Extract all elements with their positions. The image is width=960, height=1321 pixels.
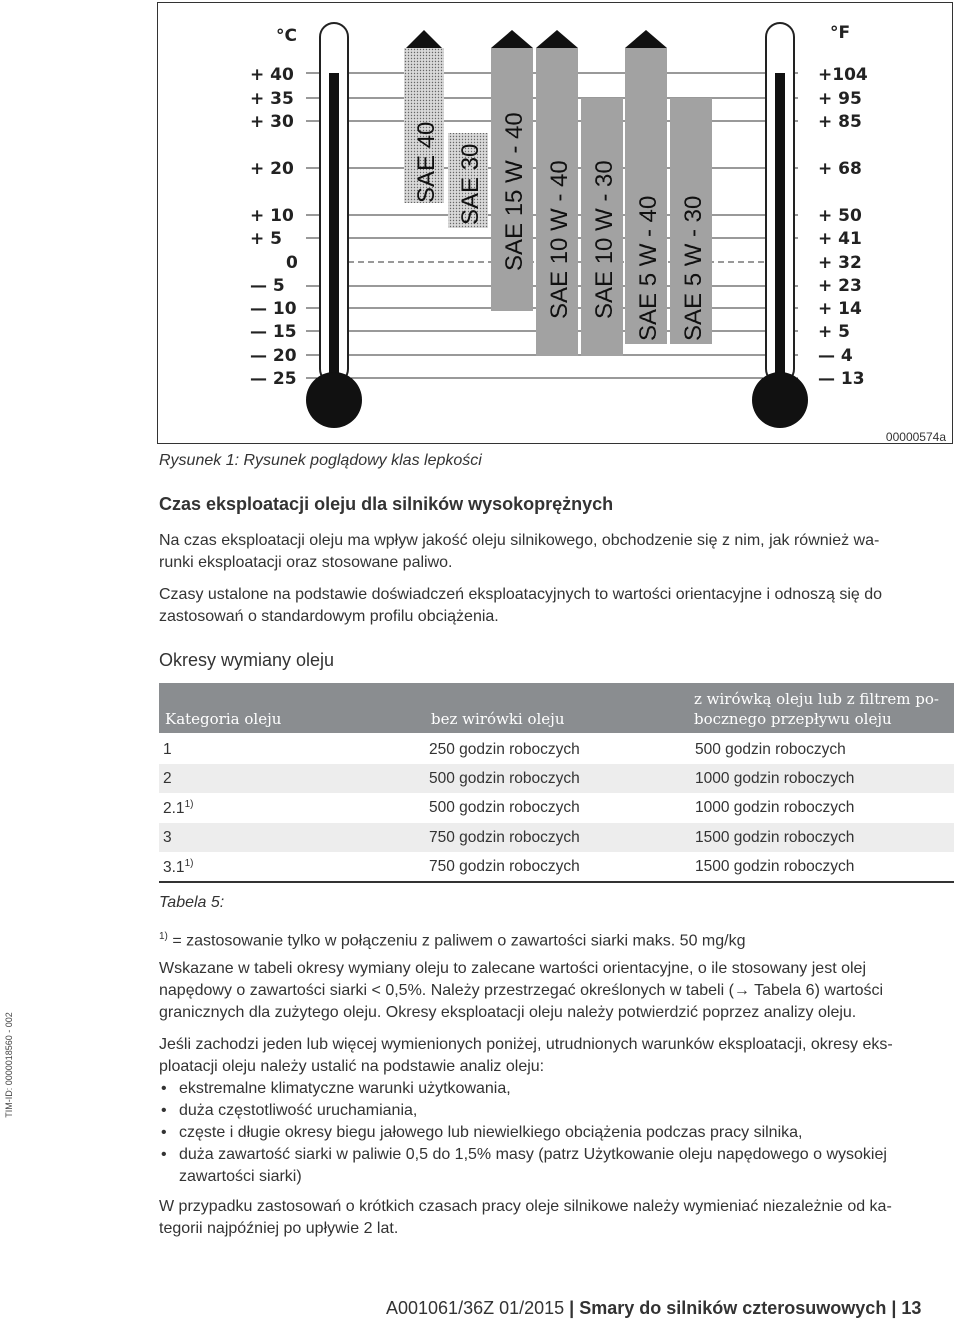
celsius-tick: — 5 — [250, 276, 285, 296]
list-item: • duża zawartość siarki w paliwie 0,5 do 1,5% masy (patrz Użytkowanie oleju napędowego o wysokiej zawartości siarki) — [159, 1144, 887, 1188]
band-label: SAE 40 — [413, 121, 440, 203]
fahrenheit-scale — [818, 65, 868, 389]
table-row — [159, 823, 954, 852]
fahrenheit-tick: — 4 — [818, 346, 853, 366]
fahrenheit-tick: + 41 — [818, 229, 862, 249]
celsius-tick: + 10 — [250, 206, 294, 226]
line: Czasy ustalone na podstawie doświadczeń eksploatacyjnych to wartości orientacyjne i odnoszą się do — [159, 586, 883, 603]
fahrenheit-tick: + 23 — [818, 276, 862, 296]
subsection-title: Okresy wymiany oleju — [159, 650, 335, 670]
thermometer-right — [752, 23, 808, 428]
line: Na czas eksploatacji oleju ma wpływ jakość oleju silnikowego, obchodzenie się z nim, jak również wa- — [159, 532, 880, 549]
list-item: • częste i długie okresy biegu jałowego lub niewielkiego obciążenia podczas pracy silnika, — [159, 1122, 887, 1144]
paragraph — [159, 530, 879, 574]
band-label: SAE 10 W - 40 — [546, 160, 573, 319]
thermometer-left — [306, 23, 362, 428]
section-title: Czas eksploatacji oleju dla silników wysokoprężnych — [159, 494, 614, 514]
document-code: A001061/36Z 01/2015 — [386, 1298, 565, 1318]
fahrenheit-tick: + 68 — [818, 159, 862, 179]
celsius-tick: + 20 — [250, 159, 294, 179]
line: granicznych dla zużytego oleju. Okresy eksploatacji oleju należy potwierdzić poprzez analizy oleju. — [159, 1004, 857, 1021]
column-header: Kategoria oleju — [165, 710, 282, 728]
footnote — [159, 926, 745, 952]
cell-with-centrifuge: 1000 godzin roboczych — [695, 770, 855, 787]
page-footer — [386, 1298, 921, 1319]
fahrenheit-tick: — 13 — [818, 369, 865, 389]
line: zastosowań o standardowym profilu obciążenia. — [159, 608, 499, 625]
celsius-tick: + 30 — [250, 112, 294, 132]
celsius-tick: — 25 — [250, 369, 297, 389]
table-row — [159, 764, 954, 793]
footnote-mark: 1) — [159, 931, 168, 942]
fahrenheit-unit: °F — [830, 23, 851, 43]
table-row — [159, 852, 954, 881]
table-row — [159, 735, 954, 764]
cell-without-centrifuge: 500 godzin roboczych — [429, 799, 580, 816]
column-header: z wirówką oleju lub z filtrem po- bocznego przepływu oleju — [694, 690, 940, 728]
viscosity-chart — [158, 3, 954, 445]
line: ploatacji oleju należy ustalić na podstawie analiz oleju: — [159, 1058, 545, 1075]
footer-separator: | — [569, 1298, 575, 1318]
cell-without-centrifuge: 500 godzin roboczych — [429, 770, 580, 787]
fahrenheit-tick: + 5 — [818, 322, 850, 342]
band-label: SAE 5 W - 30 — [680, 195, 707, 341]
document-title: Smary do silników czterosuwowych — [579, 1298, 887, 1318]
celsius-tick: — 20 — [250, 346, 297, 366]
celsius-tick: + 40 — [250, 65, 294, 85]
cell-with-centrifuge: 1500 godzin roboczych — [695, 829, 855, 846]
table-bottom-rule — [159, 881, 954, 883]
paragraph — [159, 584, 882, 628]
fahrenheit-tick: + 95 — [818, 89, 862, 109]
band-label: SAE 5 W - 40 — [635, 195, 662, 341]
celsius-unit: °C — [276, 26, 297, 46]
fahrenheit-tick: + 14 — [818, 299, 862, 319]
line: Jeśli zachodzi jeden lub więcej wymienionych poniżej, utrudnionych warunków eksploatacji, okresy eks- — [159, 1036, 893, 1053]
cell-without-centrifuge: 750 godzin roboczych — [429, 829, 580, 846]
footnote-text: = zastosowanie tylko w połączeniu z paliwem o zawartości siarki maks. 50 mg/kg — [167, 932, 746, 950]
celsius-tick: 0 — [286, 253, 298, 273]
celsius-tick: + 5 — [250, 229, 282, 249]
viscosity-figure — [157, 2, 953, 444]
band-label: SAE 15 W - 40 — [501, 112, 528, 271]
cell-category: 3 — [163, 829, 172, 846]
paragraph — [159, 1034, 893, 1078]
celsius-tick: — 10 — [250, 299, 297, 319]
line: tegorii najpóźniej po upływie 2 lat. — [159, 1220, 399, 1237]
list-item: • duża częstotliwość uruchamiania, — [159, 1100, 887, 1122]
figure-id: 00000574a — [885, 430, 946, 444]
band-label: SAE 30 — [457, 143, 484, 225]
fahrenheit-tick: +104 — [818, 65, 868, 85]
table-row — [159, 793, 954, 822]
fahrenheit-tick: + 32 — [818, 253, 862, 273]
page-number: 13 — [901, 1298, 922, 1318]
tim-id: TIM-ID: 0000018560 - 002 — [4, 1012, 14, 1118]
line: Wskazane w tabeli okresy wymiany oleju to zalecane wartości orientacyjne, o ile stosowany jest olej — [159, 960, 866, 977]
celsius-tick: + 35 — [250, 89, 294, 109]
line: napędowy o zawartości siarki < 0,5%. Należy przestrzegać określonych w tabeli (→ Tabela 6) wartości — [159, 982, 884, 999]
cell-category: 1 — [163, 741, 172, 758]
table-caption: Tabela 5: — [159, 894, 225, 911]
conditions-list — [159, 1078, 887, 1188]
cell-category: 2.1$^{1)}$ — [163, 799, 194, 818]
cell-category: 2 — [163, 770, 172, 787]
band-label: SAE 10 W - 30 — [591, 160, 618, 319]
cell-without-centrifuge: 750 godzin roboczych — [429, 858, 580, 875]
line: runki eksploatacji oraz stosowane paliwo. — [159, 554, 453, 571]
list-item: • ekstremalne klimatyczne warunki użytkowania, — [159, 1078, 887, 1100]
cell-category: 3.1$^{1)}$ — [163, 858, 194, 877]
cell-with-centrifuge: 1000 godzin roboczych — [695, 799, 855, 816]
cell-with-centrifuge: 1500 godzin roboczych — [695, 858, 855, 875]
column-header: bez wirówki oleju — [431, 710, 565, 728]
cell-with-centrifuge: 500 godzin roboczych — [695, 741, 846, 758]
figure-caption: Rysunek 1: Rysunek poglądowy klas lepkości — [159, 452, 482, 469]
line: W przypadku zastosowań o krótkich czasach pracy oleje silnikowe należy wymieniać niezależnie od ka- — [159, 1198, 892, 1215]
fahrenheit-tick: + 50 — [818, 206, 862, 226]
cell-without-centrifuge: 250 godzin roboczych — [429, 741, 580, 758]
paragraph — [159, 958, 883, 1024]
celsius-scale — [250, 65, 298, 389]
footer-separator: | — [891, 1298, 897, 1318]
fahrenheit-tick: + 85 — [818, 112, 862, 132]
table-header — [159, 683, 954, 733]
paragraph — [159, 1196, 892, 1240]
celsius-tick: — 15 — [250, 322, 297, 342]
